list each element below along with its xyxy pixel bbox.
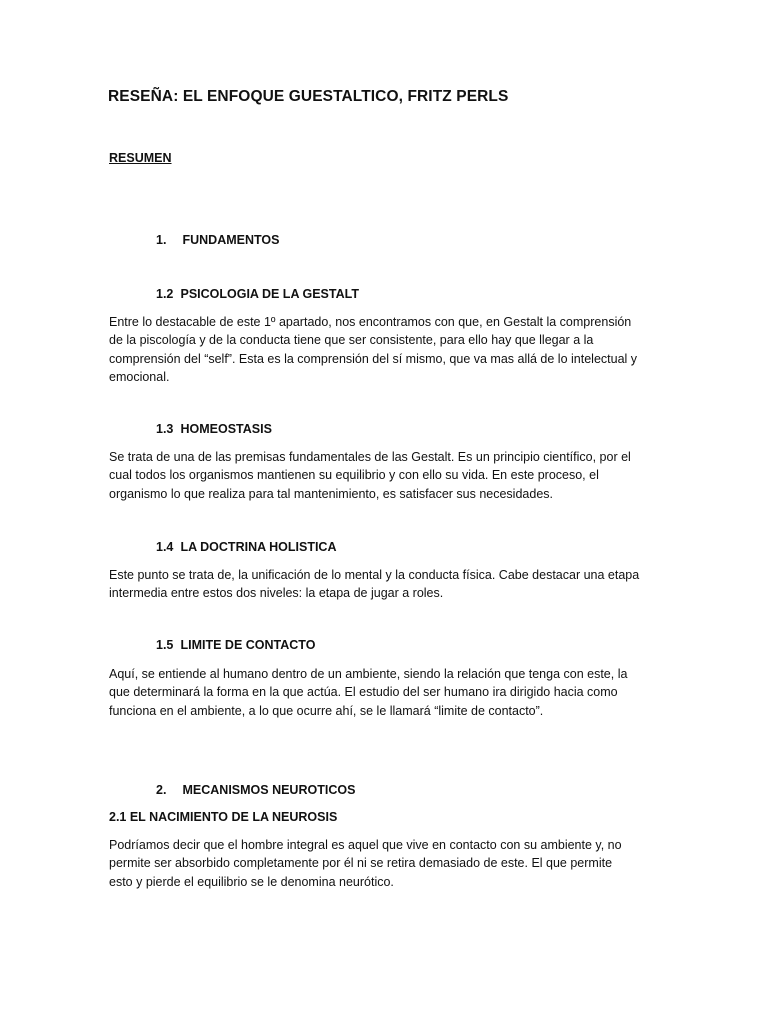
section-heading-limite-contacto [156,638,315,652]
paragraph-line: funciona en el ambiente, a lo que ocurre ahí, se le llamará “limite de contacto”. [109,703,544,718]
paragraph-nacimiento-neurosis [109,836,669,891]
section-title: PSICOLOGIA DE LA GESTALT [180,287,359,301]
paragraph-line: comprensión del “self”. Esta es la comprensión del sí mismo, que va mas allá de lo intelectual y [109,351,638,366]
document-title: RESEÑA: EL ENFOQUE GUESTALTICO, FRITZ PERLS [108,88,509,105]
paragraph-line: permite ser absorbido completamente por él ni se retira demasiado de este. El que permite [109,856,613,871]
section-number: 1.4 [156,540,174,554]
section-title: MECANISMOS NEUROTICOS [182,783,356,797]
paragraph-homeostasis [109,448,669,503]
section-number: 1.5 [156,638,174,652]
section-number: 1.3 [156,422,174,436]
section-number: 2. [156,783,167,797]
paragraph-line: que determinará la forma en la que actúa. El estudio del ser humano ira dirigido hacia como [109,685,618,700]
paragraph-line: organismo lo que realiza para tal mantenimiento, es satisfacer sus necesidades. [109,486,553,501]
section-heading-homeostasis [156,422,272,436]
paragraph-line: Se trata de una de las premisas fundamentales de las Gestalt. Es un principio científico, por el [109,450,631,464]
paragraph-line: cual todos los organismos mantienen su equilibrio y con ello su vida. En este proceso, el [109,468,599,483]
section-title: LA DOCTRINA HOLISTICA [180,540,337,554]
paragraph-psicologia [109,313,669,387]
section-number: 1. [156,233,167,247]
resumen-heading: RESUMEN [109,151,172,165]
section-title: LIMITE DE CONTACTO [180,638,316,652]
paragraph-line: emocional. [109,370,170,385]
paragraph-line: Este punto se trata de, la unificación de lo mental y la conducta física. Cabe destacar una etapa [109,568,640,582]
paragraph-line: de la piscología y de la conducta tiene que ser consistente, para ello hay que llegar a la [109,333,594,348]
section-heading-nacimiento-neurosis: 2.1 EL NACIMIENTO DE LA NEUROSIS [109,810,338,824]
paragraph-line: esto y pierde el equilibrio se le denomina neurótico. [109,874,394,889]
section-title: FUNDAMENTOS [182,233,280,247]
paragraph-line: Aquí, se entiende al humano dentro de un ambiente, siendo la relación que tenga con este, la [109,667,628,681]
paragraph-line: Podríamos decir que el hombre integral es aquel que vive en contacto con su ambiente y, no [109,838,622,852]
section-heading-psicologia [156,287,359,301]
section-heading-doctrina-holistica [156,540,337,554]
section-number: 1.2 [156,287,174,301]
section-heading-fundamentos [156,233,279,247]
section-heading-mecanismos-neuroticos [156,783,355,797]
section-title: HOMEOSTASIS [180,422,272,436]
paragraph-line: Entre lo destacable de este 1º apartado, nos encontramos con que, en Gestalt la comprensión [109,315,632,329]
paragraph-doctrina-holistica [109,566,669,603]
paragraph-limite-contacto [109,665,669,720]
paragraph-line: intermedia entre estos dos niveles: la etapa de jugar a roles. [109,586,444,601]
